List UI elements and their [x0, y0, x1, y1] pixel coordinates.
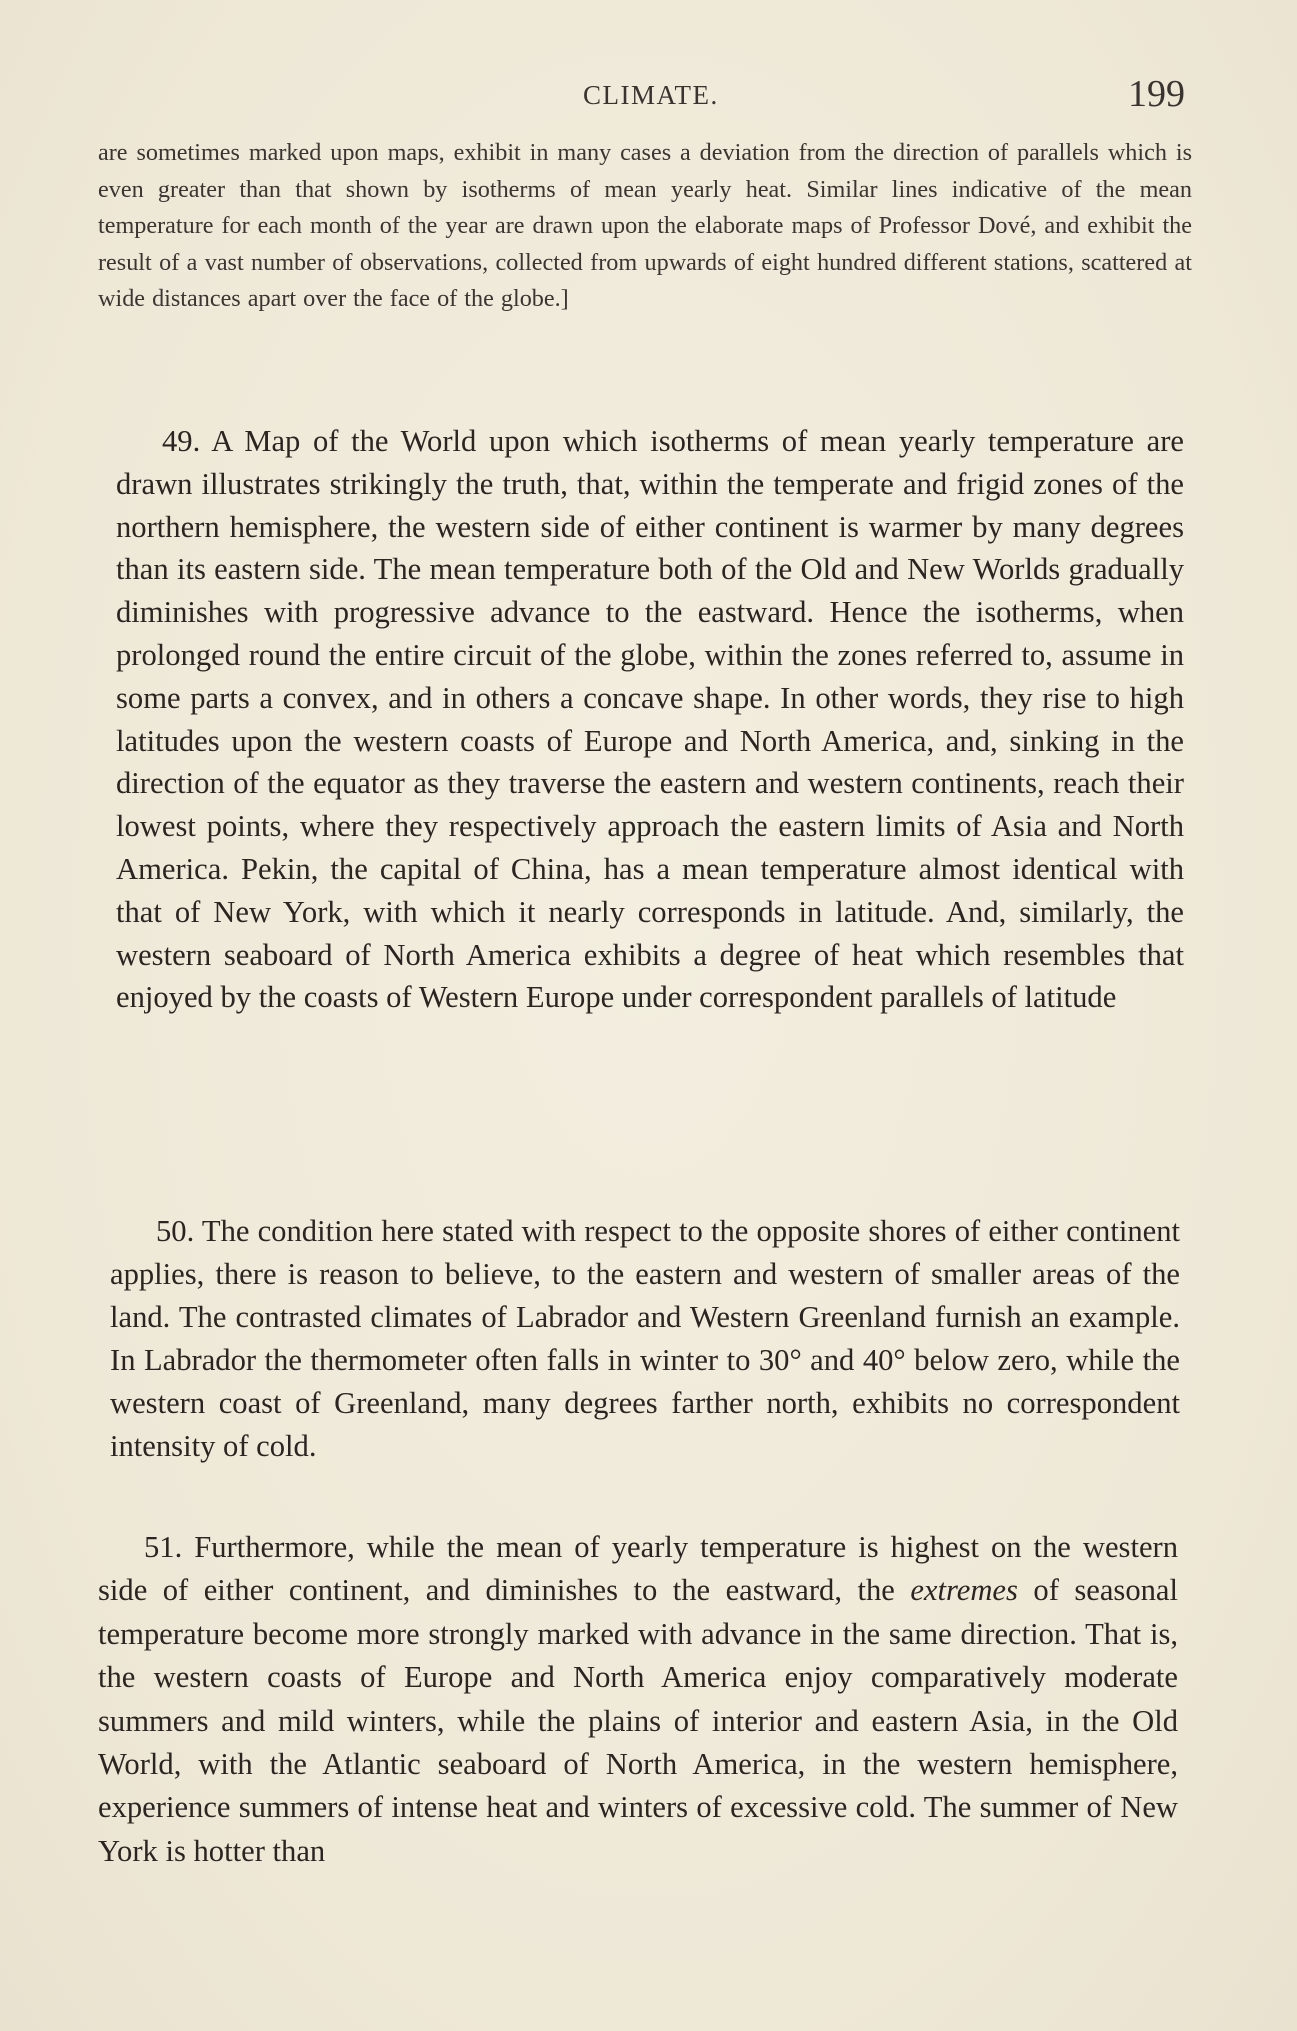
paragraph-text: Furthermore, while the mean of yearly temperature is highest on the western side of either continent, and diminishes to the eastward, the	[98, 1530, 1179, 1608]
paragraph-number: 49.	[162, 424, 201, 458]
paragraph-51	[98, 1526, 1178, 1873]
paragraph-number: 50.	[156, 1214, 195, 1248]
paragraph-50	[110, 1210, 1180, 1467]
paragraph-49	[116, 420, 1184, 1019]
paragraph-number: 51.	[144, 1530, 183, 1564]
paragraph-text: A Map of the World upon which isotherms of mean yearly temperature are drawn illustrates strikingly the truth, that, within the temperate and frigid zones of the northern hemisphere, the western side of either continent is warmer by many degrees than its eastern side. The mean temperature both of the Old and New Worlds gradually diminishes with progressive advance to the eastward. Hence the isotherms, when prolonged round the entire circuit of the globe, within the zones referred to, assume in some parts a convex, and in others a concave shape. In other words, they rise to high latitudes upon the western coasts of Europe and North America, and, sinking in the direction of the equator as they traverse the eastern and western continents, reach their lowest points, where they respectively approach the eastern limits of Asia and North America. Pekin, the capital of China, has a mean temperature almost identical with that of New York, with which it nearly corresponds in latitude. And, similarly, the western seaboard of North America exhibits a degree of heat which resembles that enjoyed by the coasts of Western Europe under correspondent parallels of latitude	[116, 424, 1184, 1015]
emphasis-text: extremes	[910, 1573, 1018, 1608]
paragraph-text: of seasonal temperature become more strongly marked with advance in the same direction. That is, the western coasts of Europe and North America enjoy comparatively moderate summers and mild winters, while the plains of interior and eastern Asia, in the Old World, with the Atlantic seaboard of North America, in the western hemisphere, experience summers of intense heat and winters of excessive cold. The summer of New York is hotter than	[98, 1573, 1178, 1868]
paragraph-text: The condition here stated with respect to the opposite shores of either continent applies, there is reason to believe, to the eastern and western of smaller areas of the land. The contrasted climates of Labrador and Western Greenland furnish an example. In Labrador the thermometer often falls in winter to 30° and 40° below zero, while the western coast of Greenland, many degrees farther north, exhibits no correspondent intensity of cold.	[110, 1214, 1180, 1463]
footnote-continuation: are sometimes marked upon maps, exhibit in many cases a deviation from the direction of parallels which is even greater than that shown by isotherms of mean yearly heat. Similar lines indicative of the mean temperature for each month of the year are drawn upon the elaborate maps of Professor Dové, and exhibit the result of a vast number of observations, collected from upwards of eight hundred different stations, scattered at wide distances apart over the face of the globe.]	[98, 139, 1192, 313]
running-head: CLIMATE.	[583, 80, 719, 110]
page-header	[0, 72, 1297, 122]
page-number: 199	[1128, 73, 1185, 115]
